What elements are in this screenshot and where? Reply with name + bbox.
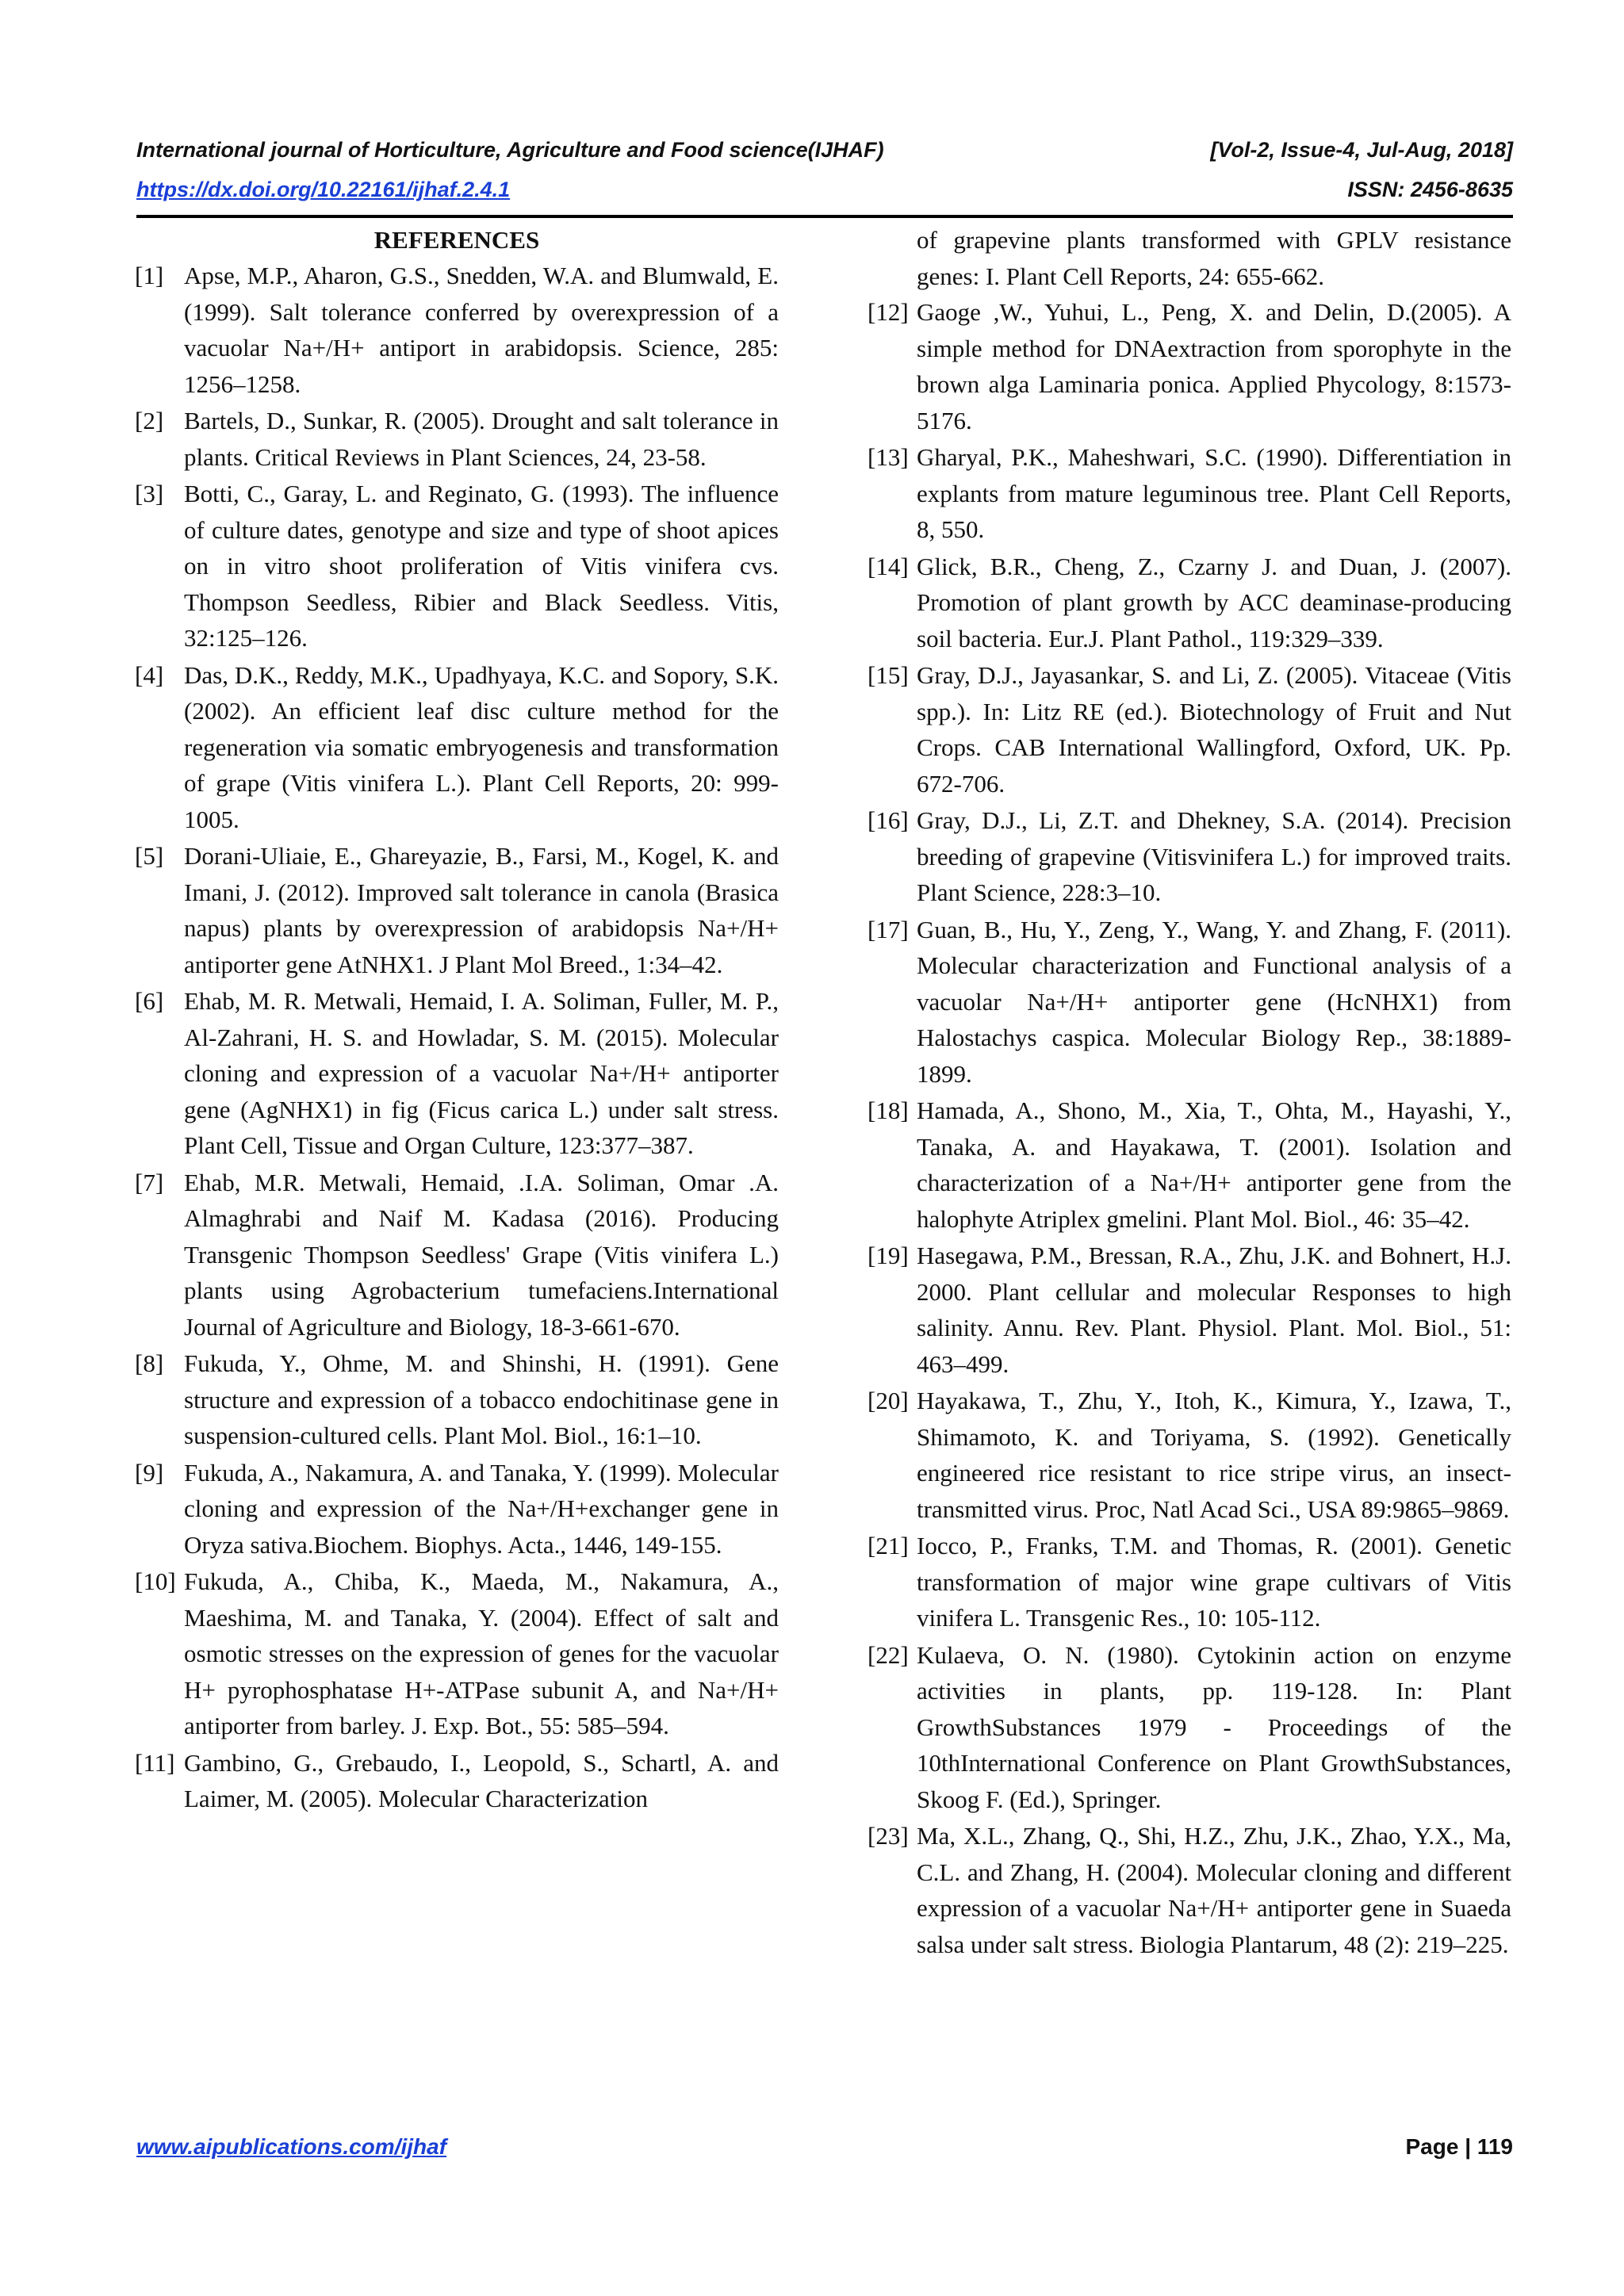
volume-issue: [Vol-2, Issue-4, Jul-Aug, 2018] — [1210, 138, 1513, 162]
reference-item — [868, 657, 1511, 802]
page-footer — [136, 2134, 1513, 2160]
reference-number: [14] — [868, 552, 909, 580]
reference-text: Ma, X.L., Zhang, Q., Shi, H.Z., Zhu, J.K., Zhao, Y.X., Ma, C.L. and Zhang, H. (2004). Molecular cloning and different expression of a vacuolar Na+/H+ antiporter gene in Suaeda salsa under salt stress. Biologia Plantarum, 48 (2): 219–225. — [917, 1822, 1511, 1958]
reference-text: Gray, D.J., Jayasankar, S. and Li, Z. (2005). Vitaceae (Vitis spp.). In: Litz RE (ed.). Biotechnology of Fruit and Nut Crops. CAB International Wallingford, Oxford, UK. Pp. 672-706. — [917, 661, 1511, 798]
reference-item — [135, 1745, 779, 1817]
reference-number: [20] — [868, 1387, 909, 1414]
reference-number: [13] — [868, 443, 909, 471]
reference-text: Gambino, G., Grebaudo, I., Leopold, S., Schartl, A. and Laimer, M. (2005). Molecular Characterization — [184, 1748, 779, 1812]
reference-item — [868, 1528, 1511, 1636]
reference-item — [135, 838, 779, 982]
reference-text: Guan, B., Hu, Y., Zeng, Y., Wang, Y. and Zhang, F. (2011). Molecular characterization and Functional analysis of a vacuolar Na+/H+ antiporter gene (HcNHX1) from Halostachys caspica. Molecular Biology Rep., 38:1889-1899. — [917, 915, 1511, 1088]
reference-number: [1] — [135, 262, 164, 289]
reference-number: [18] — [868, 1096, 909, 1124]
reference-number: [5] — [135, 842, 164, 870]
reference-item — [135, 1345, 779, 1454]
footer-url[interactable]: www.aipublications.com/ijhaf — [136, 2134, 447, 2159]
reference-text: Apse, M.P., Aharon, G.S., Snedden, W.A. and Blumwald, E. (1999). Salt tolerance conferred by overexpression of a vacuolar Na+/H+ antiport in arabidopsis. Science, 285: 1256–1258. — [184, 262, 779, 398]
reference-text: Dorani-Uliaie, E., Ghareyazie, B., Farsi, M., Kogel, K. and Imani, J. (2012). Improved salt tolerance in canola (Brasica napus) plants by overexpression of arabidopsis Na+/H+ antiporter gene AtNHX1. J Plant Mol Breed., 1:34–42. — [184, 842, 779, 978]
reference-number: [7] — [135, 1168, 164, 1196]
reference-number: [2] — [135, 407, 164, 434]
left-column — [135, 222, 779, 1818]
reference-number: [21] — [868, 1532, 909, 1559]
references-heading: REFERENCES — [373, 226, 540, 254]
reference-text: Hasegawa, P.M., Bressan, R.A., Zhu, J.K. and Bohnert, H.J. 2000. Plant cellular and molecular Responses to high salinity. Annu. Rev. Plant. Physiol. Plant. Mol. Biol., 51: 463–499. — [917, 1242, 1511, 1378]
reference-item — [135, 258, 779, 402]
reference-text: Hamada, A., Shono, M., Xia, T., Ohta, M., Hayashi, Y., Tanaka, A. and Hayakawa, T. (2001). Isolation and characterization of a Na+/H+ antiporter gene from the halophyte Atriplex gmelini. Plant Mol. Biol., 46: 35–42. — [917, 1096, 1511, 1233]
reference-number: [17] — [868, 915, 909, 943]
reference-item — [868, 1238, 1511, 1382]
right-reference-list — [868, 294, 1511, 1962]
reference-item — [135, 1165, 779, 1345]
reference-item — [868, 1093, 1511, 1237]
right-column — [868, 222, 1511, 1963]
running-header — [136, 138, 1513, 163]
reference-text: Gharyal, P.K., Maheshwari, S.C. (1990). Differentiation in explants from mature leguminous tree. Plant Cell Reports, 8, 550. — [917, 443, 1511, 543]
reference-item — [868, 439, 1511, 548]
reference-text: Bartels, D., Sunkar, R. (2005). Drought and salt tolerance in plants. Critical Reviews in Plant Sciences, 24, 23-58. — [184, 407, 779, 471]
reference-text: Ehab, M.R. Metwali, Hemaid, .I.A. Soliman, Omar .A. Almaghrabi and Naif M. Kadasa (2016). Producing Transgenic Thompson Seedless' Grape (Vitis vinifera L.) plants using Agrobacterium tumefaciens.International Journal of Agriculture and Biology, 18-3-661-670. — [184, 1168, 779, 1341]
reference-item — [135, 476, 779, 656]
reference-number: [6] — [135, 987, 164, 1015]
reference-continuation: of grapevine plants transformed with GPLV resistance genes: I. Plant Cell Reports, 24: 655-662. — [917, 226, 1511, 290]
reference-item — [868, 294, 1511, 438]
reference-item — [135, 1563, 779, 1744]
reference-item — [868, 549, 1511, 657]
reference-text: Iocco, P., Franks, T.M. and Thomas, R. (2001). Genetic transformation of major wine grape cultivars of Vitis vinifera L. Transgenic Res., 10: 105-112. — [917, 1532, 1511, 1632]
doi-link[interactable]: https://dx.doi.org/10.22161/ijhaf.2.4.1 — [136, 178, 511, 201]
reference-number: [4] — [135, 660, 164, 689]
reference-number: [3] — [135, 480, 164, 507]
reference-text: Glick, B.R., Cheng, Z., Czarny J. and Duan, J. (2007). Promotion of plant growth by ACC deaminase-producing soil bacteria. Eur.J. Plant Pathol., 119:329–339. — [917, 552, 1511, 652]
reference-number: [12] — [868, 298, 909, 326]
reference-number: [15] — [868, 661, 909, 689]
reference-text: Fukuda, A., Nakamura, A. and Tanaka, Y. (1999). Molecular cloning and expression of the Na+/H+exchanger gene in Oryza sativa.Biochem. Biophys. Acta., 1446, 149-155. — [184, 1458, 779, 1559]
journal-title: International journal of Horticulture, Agriculture and Food science(IJHAF) — [136, 138, 884, 162]
page-number: Page | 119 — [1405, 2134, 1513, 2159]
reference-number: [19] — [868, 1242, 909, 1269]
reference-text: Ehab, M. R. Metwali, Hemaid, I. A. Soliman, Fuller, M. P., Al-Zahrani, H. S. and Howladar, S. M. (2015). Molecular cloning and expression of a vacuolar Na+/H+ antiporter gene (AgNHX1) in fig (Ficus carica L.) under salt stress. Plant Cell, Tissue and Organ Culture, 123:377–387. — [184, 987, 779, 1159]
reference-number: [10] — [135, 1567, 176, 1595]
reference-number: [22] — [868, 1640, 909, 1669]
reference-text: Das, D.K., Reddy, M.K., Upadhyaya, K.C. and Sopory, S.K. (2002). An efficient leaf disc culture method for the regeneration via somatic embryogenesis and transformation of grape (Vitis vinifera L.). Plant Cell Reports, 20: 999-1005. — [184, 660, 779, 833]
reference-text: Kulaeva, O. N. (1980). Cytokinin action on enzyme activities in plants, pp. 119-128. In: Plant GrowthSubstances 1979 - Proceedings of the 10thInternational Conference on Plant GrowthSubstances, Skoog F. (Ed.), Springer. — [917, 1640, 1511, 1813]
reference-number: [16] — [868, 806, 909, 834]
reference-number: [23] — [868, 1822, 909, 1850]
reference-number: [9] — [135, 1458, 164, 1487]
reference-item — [135, 1455, 779, 1563]
reference-text: Botti, C., Garay, L. and Reginato, G. (1993). The influence of culture dates, genotype and size and type of shoot apices on in vitro shoot proliferation of Vitis vinifera cvs. Thompson Seedless, Ribier and Black Seedless. Vitis, 32:125–126. — [184, 480, 779, 652]
reference-item — [135, 403, 779, 475]
reference-number: [11] — [135, 1748, 175, 1777]
reference-text: Gray, D.J., Li, Z.T. and Dhekney, S.A. (2014). Precision breeding of grapevine (Vitisvinifera L.) for improved traits. Plant Science, 228:3–10. — [917, 806, 1511, 906]
reference-item — [868, 912, 1511, 1093]
reference-number: [8] — [135, 1349, 164, 1377]
left-reference-list — [135, 258, 779, 1817]
doi-line — [136, 178, 1513, 202]
reference-text: Fukuda, Y., Ohme, M. and Shinshi, H. (1991). Gene structure and expression of a tobacco endochitinase gene in suspension-cultured cells. Plant Mol. Biol., 16:1–10. — [184, 1349, 779, 1449]
reference-item — [868, 1383, 1511, 1527]
reference-item — [868, 1818, 1511, 1962]
reference-item — [868, 1637, 1511, 1818]
reference-text: Gaoge ,W., Yuhui, L., Peng, X. and Delin, D.(2005). A simple method for DNAextraction from sporophyte in the brown alga Laminaria ponica. Applied Phycology, 8:1573-5176. — [917, 298, 1511, 434]
reference-item — [135, 983, 779, 1164]
header-rule — [136, 215, 1513, 218]
reference-text: Fukuda, A., Chiba, K., Maeda, M., Nakamura, A., Maeshima, M. and Tanaka, Y. (2004). Effect of salt and osmotic stresses on the expression of genes for the vacuolar H+ pyrophosphatase H+-ATPase subunit A, and Na+/H+ antiporter from barley. J. Exp. Bot., 55: 585–594. — [184, 1567, 779, 1739]
issn: ISSN: 2456-8635 — [1347, 178, 1513, 201]
reference-text: Hayakawa, T., Zhu, Y., Itoh, K., Kimura, Y., Izawa, T., Shimamoto, K. and Toriyama, S. (1992). Genetically engineered rice resistant to rice stripe virus, an insect-transmitted virus. Proc, Natl Acad Sci., USA 89:9865–9869. — [917, 1387, 1511, 1523]
reference-item — [135, 657, 779, 838]
reference-item — [868, 802, 1511, 911]
